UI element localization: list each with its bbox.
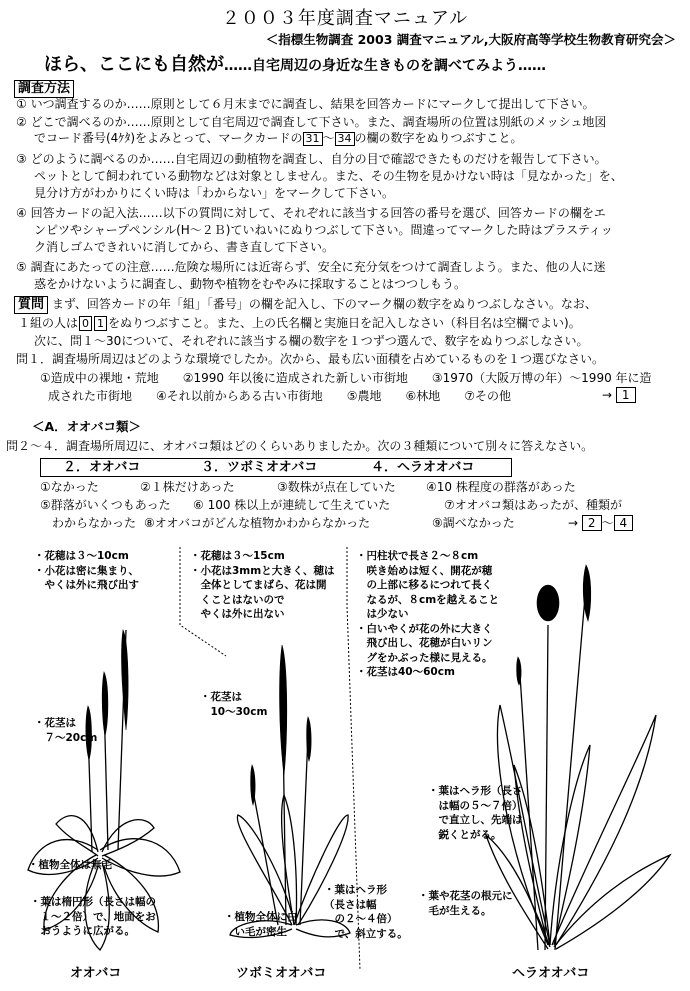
tsubomi-notes: ・花穂は３～15cm ・小花は3mmと大きく、穂は 全体としてまばら、花は開 くことはないので やくは外に出ない (190, 550, 335, 620)
option-2: ②１株だけあった (140, 480, 235, 494)
method-item-3-cont1: ペットとして飼われている動物などは対象としません。また、その生物を見かけない時は「見なかった」を、 (34, 169, 623, 183)
method-item-3: ③ どのように調べるのか……自宅周辺の動植物を調査し、自分の目で確認できたものだけを報告して下さい。 (16, 152, 607, 166)
hera-root-note: ・葉や花茎の根元に 毛が生える。 (418, 890, 513, 917)
question-1-options: ①造成中の裸地・荒地 ②1990 年以後に造成された新しい市街地 ③1970（大阪万博の年）～1990 年に造 (40, 371, 652, 385)
method-item-4-cont1: ンピツやシャープペンシル(H～２Ｂ)ていねいにぬりつぶして下さい。間違ってマークした時はプラスティッ (34, 223, 613, 237)
oobako-stem-note: ・花茎は ７～20cm (34, 717, 98, 744)
option-8: ⑧オオバコがどんな植物かわからなかった (144, 516, 371, 530)
mesh-code-from: 31 (303, 132, 323, 146)
methods-label: 調査方法 (14, 77, 74, 98)
species-hera: ４．ヘラオオバコ (371, 460, 475, 475)
method-item-5-cont: 惑をかけないように調査し、動物や植物をむやみに採取することはつつしもう。 (34, 277, 467, 291)
method-item-2-cont: でコード番号(4ｹﾀ)をよみとって、マークカードの 31 ～ 34 の欄の数字をぬりつぶすこと。 (34, 131, 523, 145)
option-1: ①なかった (40, 480, 99, 494)
option-4: ④10 株程度の群落があった (426, 480, 576, 494)
class-instruction: １組の人は 0 1 をぬりつぶすこと。また、上の氏名欄と実施日を記入しなさい（科目名は空欄でよい)。 (18, 316, 581, 330)
question-1: 問１．調査場所周辺はどのような環境でしたか。次から、最も広い面積を占めているものを１つ選びなさい。 (16, 352, 605, 366)
option-7: ⑦オオバコ類はあったが、種類が (444, 498, 623, 512)
oobako-hair-note: ・植物全体は無毛 (28, 859, 112, 871)
question-2-4: 問２～４．調査場所周辺に、オオバコ類はどのくらいありましたか。次の３種類について別々に答えなさい。 (6, 439, 594, 453)
mesh-code-to: 34 (335, 132, 355, 146)
oobako-notes: ・花穂は３～10cm ・小花は密に集まり、 やくは外に飛び出す (34, 550, 139, 591)
method-item-2: ② どこで調べるのか……原則として自宅周辺で調査して下さい。また、調査場所の位置は別紙のメッシュ地図 (16, 115, 607, 129)
hera-caption: ヘラオオバコ (512, 966, 590, 981)
option-6: ⑥ 100 株以上が連続して生えていた (193, 498, 391, 512)
tsubomi-leaf-note: ・葉はヘラ形 （長さは幅 の２～４倍） で、斜立する。 (324, 884, 408, 940)
page-title: ２００３年度調査マニュアル (221, 8, 469, 29)
headline-sub: ……自宅周辺の身近な生きものを調べてみよう…… (224, 58, 546, 74)
option-3: ③数株が点在していた (277, 480, 396, 494)
question-1-answer: → 1 (602, 387, 636, 403)
oobako-leaf-note: ・葉は楕円形（長さは幅の １～２倍）で、地面をお おうように広がる。 (30, 896, 156, 937)
option-5: ⑤群落がいくつもあった (40, 498, 171, 512)
method-item-3-cont2: 見分け方がわかりにくい時は「わからない」をマークして下さい。 (34, 186, 395, 200)
option-7-cont: わからなかった (52, 516, 137, 530)
hera-leaf-note: ・葉はヘラ形（長さ は幅の５～７倍） で直立し、先端は 鋭くとがる。 (428, 785, 523, 841)
tsubomi-stem-note: ・花茎は 10～30cm (200, 691, 268, 718)
hera-notes: ・円柱状で長さ２～８cm 咲き始めは短く、開花が穂 の上部に移るにつれて長く なるが、８cmを越えること は少ない ・白いやくが花の外に大きく 飛び出し、花穂が白いリン グをかぶった様に見える。 ・花茎は40～60cm (356, 550, 500, 678)
question-1-options-cont: 成された市街地 ④それ以前からある古い市街地 ⑤農地 ⑥林地 ⑦その他 (48, 389, 512, 403)
questions-label: 質問 (14, 296, 48, 314)
answer-instruction: 次に、問１～30について、それぞれに該当する欄の数字を１つずつ選んで、数字をぬりつぶしなさい。 (34, 334, 589, 348)
method-item-4-cont2: ク消しゴムできれいに消してから、書き直して下さい。 (34, 240, 335, 254)
oobako-caption: オオバコ (70, 966, 122, 981)
questions-intro: 質問 まず、回答カードの年「組」「番号」の欄を記入し、下のマーク欄の数字をぬりつぶしなさい。なお、 (14, 296, 597, 314)
headline-main: ほら、ここにも自然が (44, 54, 224, 75)
source-note: ＜指標生物調査 2003 調査マニュアル,大阪府高等学校生物教育研究会＞ (265, 32, 676, 47)
method-item-4: ④ 回答カードの記入法……以下の質問に対して、それぞれに該当する回答の番号を選び、回答カードの欄をエ (16, 206, 606, 220)
method-item-5: ⑤ 調査にあたっての注意……危険な場所には近寄らず、安全に充分気をつけて調査しよう。また、他の人に迷 (16, 260, 606, 274)
option-9: ⑨調べなかった (432, 516, 515, 530)
question-2-4-answer: → 2 ～ 4 (568, 515, 633, 531)
species-oobako: ２．オオバコ (63, 460, 141, 475)
tsubomi-caption: ツボミオオバコ (236, 966, 327, 981)
section-a-heading: ＜A．オオバコ類＞ (32, 419, 142, 434)
species-tsubomi: ３．ツボミオオバコ (201, 460, 318, 475)
tsubomi-hair-note: ・植物全体に白 い毛が密生 (224, 911, 298, 938)
method-item-1: ① いつ調査するのか……原則として６月末までに調査し、結果を回答カードにマークして提出して下さい。 (16, 97, 595, 111)
